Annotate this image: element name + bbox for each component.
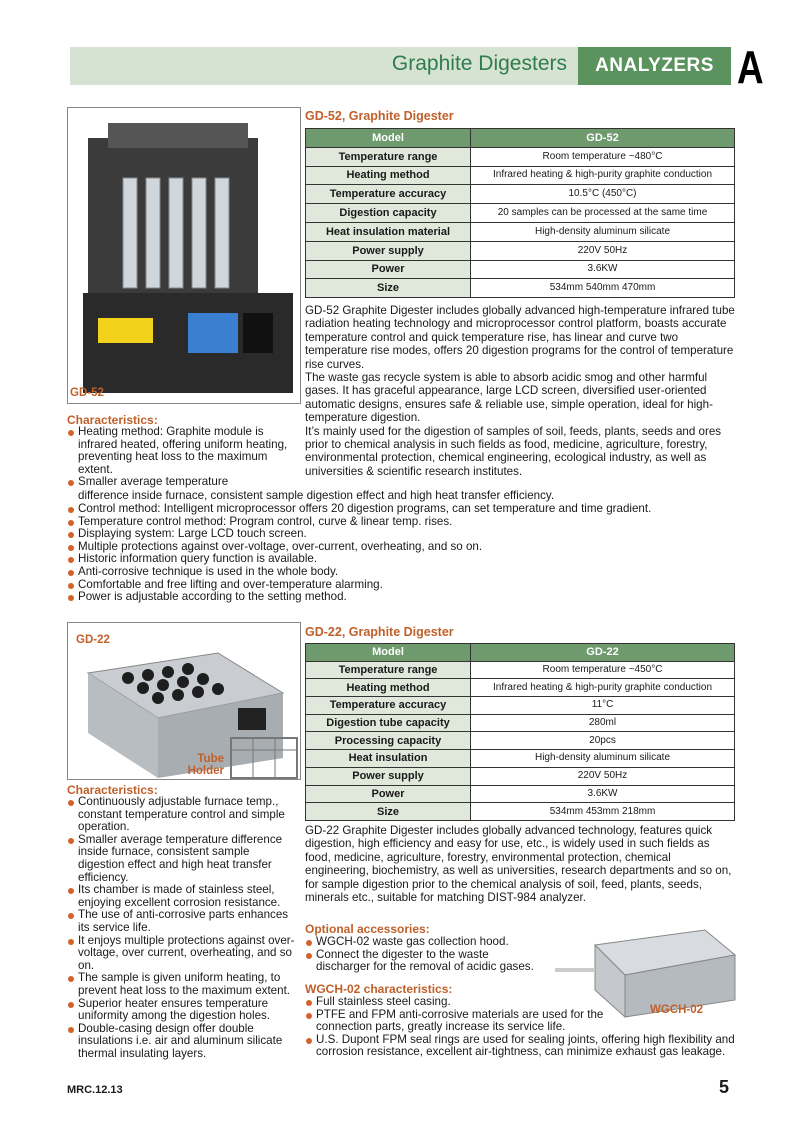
spec-value: Room temperature ~450°C [471,661,735,679]
page-number: 5 [719,1077,730,1097]
gd52-image-label: GD-52 [70,387,104,399]
list-item: Power is adjustable according to the setting method. [67,591,747,604]
spec-label: Heat insulation [306,750,471,768]
list-item: Comfortable and free lifting and over-temperature alarming. [67,579,747,592]
wgch02-characteristics-list [305,996,735,1059]
gd52-product-image [67,107,301,404]
optional-accessories-list [305,936,545,974]
list-item: The sample is given uniform heating, to prevent heat loss to the maximum extent. [67,972,299,997]
table-row [306,679,735,697]
table-header-row [306,644,735,662]
list-item: Historic information query function is available. [67,553,747,566]
table-row [306,732,735,750]
spec-value: 280ml [471,714,735,732]
gd52-characteristic-continued: difference inside furnace, consistent sample digestion effect and high heat transfer efficiency. [78,489,555,502]
table-row [306,166,735,185]
list-item: U.S. Dupont FPM seal rings are used for sealing joints, offering high flexibility and corrosion resistance, excellent air-tightness, can minimize exhaust gas leakage. [305,1034,735,1059]
list-item: Double-casing design offer double insulations i.e. air and aluminum silicate thermal insulating layers. [67,1023,299,1061]
list-item: Connect the digester to the waste discharger for the removal of acidic gases. [305,949,545,974]
gd22-image-label: GD-22 [76,634,110,646]
gd22-description: GD-22 Graphite Digester includes globally advanced technology, features quick digestion, high efficiency and easy for use, etc., is widely used in such fields as food, medicine, agriculture, forestry, environmental protection, chemical engineering, biochemistry, as well as universities, research departments and so on, for sample digestion prior to the chemical analysis of soil, feed, plants, seeds, minerals etc., suitable for matching DIST-984 analyzer. [305,824,732,905]
spec-value: 534mm 540mm 470mm [471,279,735,298]
gd52-machine-illustration [68,108,301,404]
table-row [306,661,735,679]
category-label: ANALYZERS [578,47,731,85]
list-item: Anti-corrosive technique is used in the whole body. [67,566,747,579]
tube-holder-label: Tube Holder [187,753,224,777]
gd22-product-image [67,622,301,780]
column-header: GD-22 [471,644,735,662]
gd52-description [305,304,735,478]
spec-value: 10.5°C (450°C) [471,185,735,204]
catalog-code: MRC.12.13 [67,1084,123,1096]
spec-label: Power supply [306,767,471,785]
gd52-characteristics-title: Characteristics: [67,413,158,427]
spec-label: Heating method [306,166,471,185]
gd52-desc-p1: GD-52 Graphite Digester includes globally advanced high-temperature infrared tube radiation heating technology and microprocessor control platform, boasts accurate temperature control and quick temperature rise, has linear and curve two temperature rise modes, offers 20 digestion programs for the control of temperature rise curves. [305,304,735,371]
gd52-characteristics-wide [67,503,747,604]
spec-value: 3.6KW [471,260,735,279]
gd22-spec-table [305,643,735,821]
list-item: WGCH-02 waste gas collection hood. [305,936,545,949]
list-item: Continuously adjustable furnace temp., constant temperature control and simple operation. [67,796,299,834]
table-row [306,222,735,241]
spec-value: 3.6KW [471,785,735,803]
table-row [306,767,735,785]
column-header: Model [306,644,471,662]
section-title: Graphite Digesters [391,52,567,75]
spec-label: Power supply [306,241,471,260]
table-row [306,714,735,732]
list-item: Smaller average temperature difference inside furnace, consistent sample digestion effect and high heat transfer efficiency. [67,834,299,884]
list-item: Its chamber is made of stainless steel, enjoying excellent corrosion resistance. [67,884,299,909]
list-item: The use of anti-corrosive parts enhances its service life. [67,909,299,934]
spec-label: Temperature accuracy [306,697,471,715]
spec-label: Temperature accuracy [306,185,471,204]
spec-value: 220V 50Hz [471,767,735,785]
list-item: Control method: Intelligent microprocessor offers 20 digestion programs, can set temperature and time gradient. [67,503,747,516]
gd52-desc-p2: The waste gas recycle system is able to absorb acidic smog and other harmful gases. It has graceful appearance, large LCD screen, diversified user-oriented automatic designs, ensures safe & reliable use, simple operation, ideal for high-temperature digestion. [305,371,713,425]
list-item: Multiple protections against over-voltage, over-current, overheating, and so on. [67,541,747,554]
spec-label: Processing capacity [306,732,471,750]
wgch02-image-label: WGCH-02 [650,1004,704,1016]
column-header: Model [306,129,471,148]
list-item: Displaying system: Large LCD touch screen. [67,528,747,541]
table-row [306,750,735,768]
spec-label: Digestion capacity [306,204,471,223]
wgch02-characteristics-title: WGCH-02 characteristics: [305,982,453,996]
table-row [306,147,735,166]
spec-label: Heating method [306,679,471,697]
table-row [306,185,735,204]
spec-value: Room temperature ~480°C [471,147,735,166]
spec-value: 220V 50Hz [471,241,735,260]
gd52-desc-p3: It’s mainly used for the digestion of samples of soil, feeds, plants, seeds and ores prior to chemical analysis in such fields as food, medicine, agriculture, forestry, environmental protection, chemical engineering, ecological industry, as well as universities & scientific research institutes. [305,424,722,478]
spec-label: Power [306,260,471,279]
spec-value: High-density aluminum silicate [471,750,735,768]
spec-value: High-density aluminum silicate [471,222,735,241]
spec-label: Size [306,279,471,298]
list-item: Smaller average temperature [67,476,289,489]
spec-value: 20pcs [471,732,735,750]
spec-label: Temperature range [306,147,471,166]
section-letter: A [737,41,764,93]
spec-label: Size [306,803,471,821]
spec-value: 11°C [471,697,735,715]
list-item: Full stainless steel casing. [305,996,735,1009]
optional-accessories-title: Optional accessories: [305,922,430,936]
gd52-title: GD-52, Graphite Digester [305,109,454,123]
gd22-characteristics [67,796,299,1060]
gd22-title: GD-22, Graphite Digester [305,625,454,639]
table-row [306,785,735,803]
spec-label: Temperature range [306,661,471,679]
spec-label: Heat insulation material [306,222,471,241]
spec-label: Power [306,785,471,803]
table-row [306,241,735,260]
table-row [306,204,735,223]
gd52-characteristics-narrow [67,426,289,489]
list-item: Superior heater ensures temperature uniformity among the digestion holes. [67,998,299,1023]
spec-value: Infrared heating & high-purity graphite conduction [471,679,735,697]
table-header-row [306,129,735,148]
table-row [306,260,735,279]
spec-label: Digestion tube capacity [306,714,471,732]
spec-value: Infrared heating & high-purity graphite conduction [471,166,735,185]
gd52-spec-table [305,128,735,298]
table-row [306,279,735,298]
spec-value: 534mm 453mm 218mm [471,803,735,821]
list-item: Heating method: Graphite module is infrared heated, offering uniform heating, preventing heat loss to the maximum extent. [67,426,289,476]
gd22-characteristics-title: Characteristics: [67,783,158,797]
list-item: It enjoys multiple protections against over-voltage, over current, overheating, and so on. [67,935,299,973]
spec-value: 20 samples can be processed at the same time [471,204,735,223]
list-item: PTFE and FPM anti-corrosive materials are used for the connection parts, greatly increase its service life. [305,1009,735,1034]
table-row [306,697,735,715]
table-row [306,803,735,821]
tube-holder-illustration [226,728,301,780]
column-header: GD-52 [471,129,735,148]
list-item: Temperature control method: Program control, curve & linear temp. rises. [67,516,747,529]
